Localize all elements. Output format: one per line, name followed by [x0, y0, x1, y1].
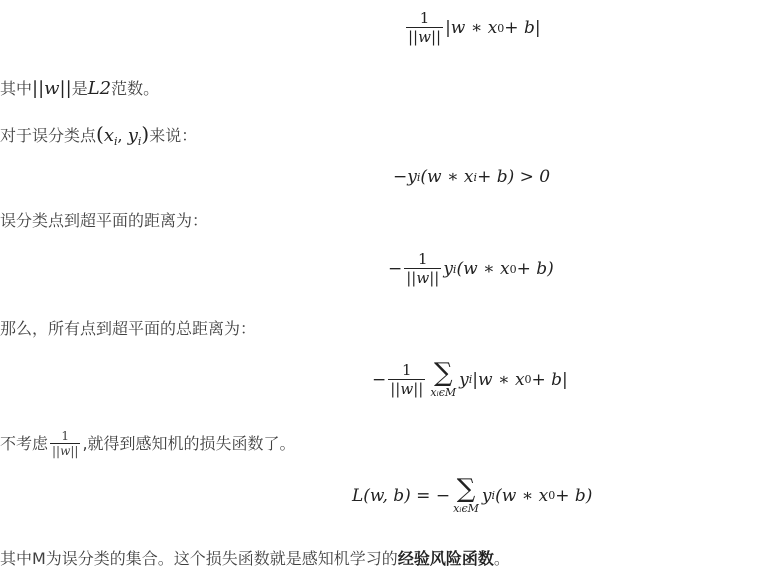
inline-fraction: $\frac{1}{||w||}$ [52, 429, 79, 458]
equation-distance: $\frac{1}{||w||}$ |w ∗ x 0 + b| [408, 9, 541, 46]
paragraph-ignore-factor: 不考虑 $\frac{1}{||w||}$ ,就得到感知机的损失函数了。 [0, 429, 296, 458]
paragraph-distance-heading: 误分类点到超平面的距离为： [0, 211, 209, 230]
equation-inequality: −y i (w ∗ x i + b) > 0 [393, 167, 551, 187]
equation-total-distance: − $\frac{1}{||w||}$ ∑ xᵢϵM y i |w ∗ x 0 + b| [372, 358, 568, 399]
equation-point-distance: − $\frac{1}{||w||}$ y i (w ∗ x 0 + b) [388, 250, 554, 287]
paragraph-total-distance-heading: 那么，所有点到超平面的总距离为： [0, 319, 257, 338]
paragraph-empirical-risk: 其中M为误分类的集合。这个损失函数就是感知机学习的经验风险函数。 [0, 549, 510, 568]
summation-symbol: ∑ xᵢϵM [453, 474, 479, 515]
fraction: $\frac{1}{||w||}$ [390, 360, 424, 398]
summation-symbol: ∑ xᵢϵM [430, 358, 457, 399]
equation-loss-function: L(w, b) = − ∑ xᵢϵM y i (w ∗ x 0 + b) [352, 474, 593, 515]
fraction: $\frac{1}{||w||}$ [406, 250, 440, 287]
paragraph-misclassified-point: 对于误分类点($x_i$, $y_i$)来说： [0, 122, 198, 148]
bold-term: 经验风险函数 [397, 549, 494, 568]
paragraph-norm: 其中||w||是L2范数。 [0, 78, 160, 99]
fraction: $\frac{1}{||w||}$ [408, 9, 442, 46]
